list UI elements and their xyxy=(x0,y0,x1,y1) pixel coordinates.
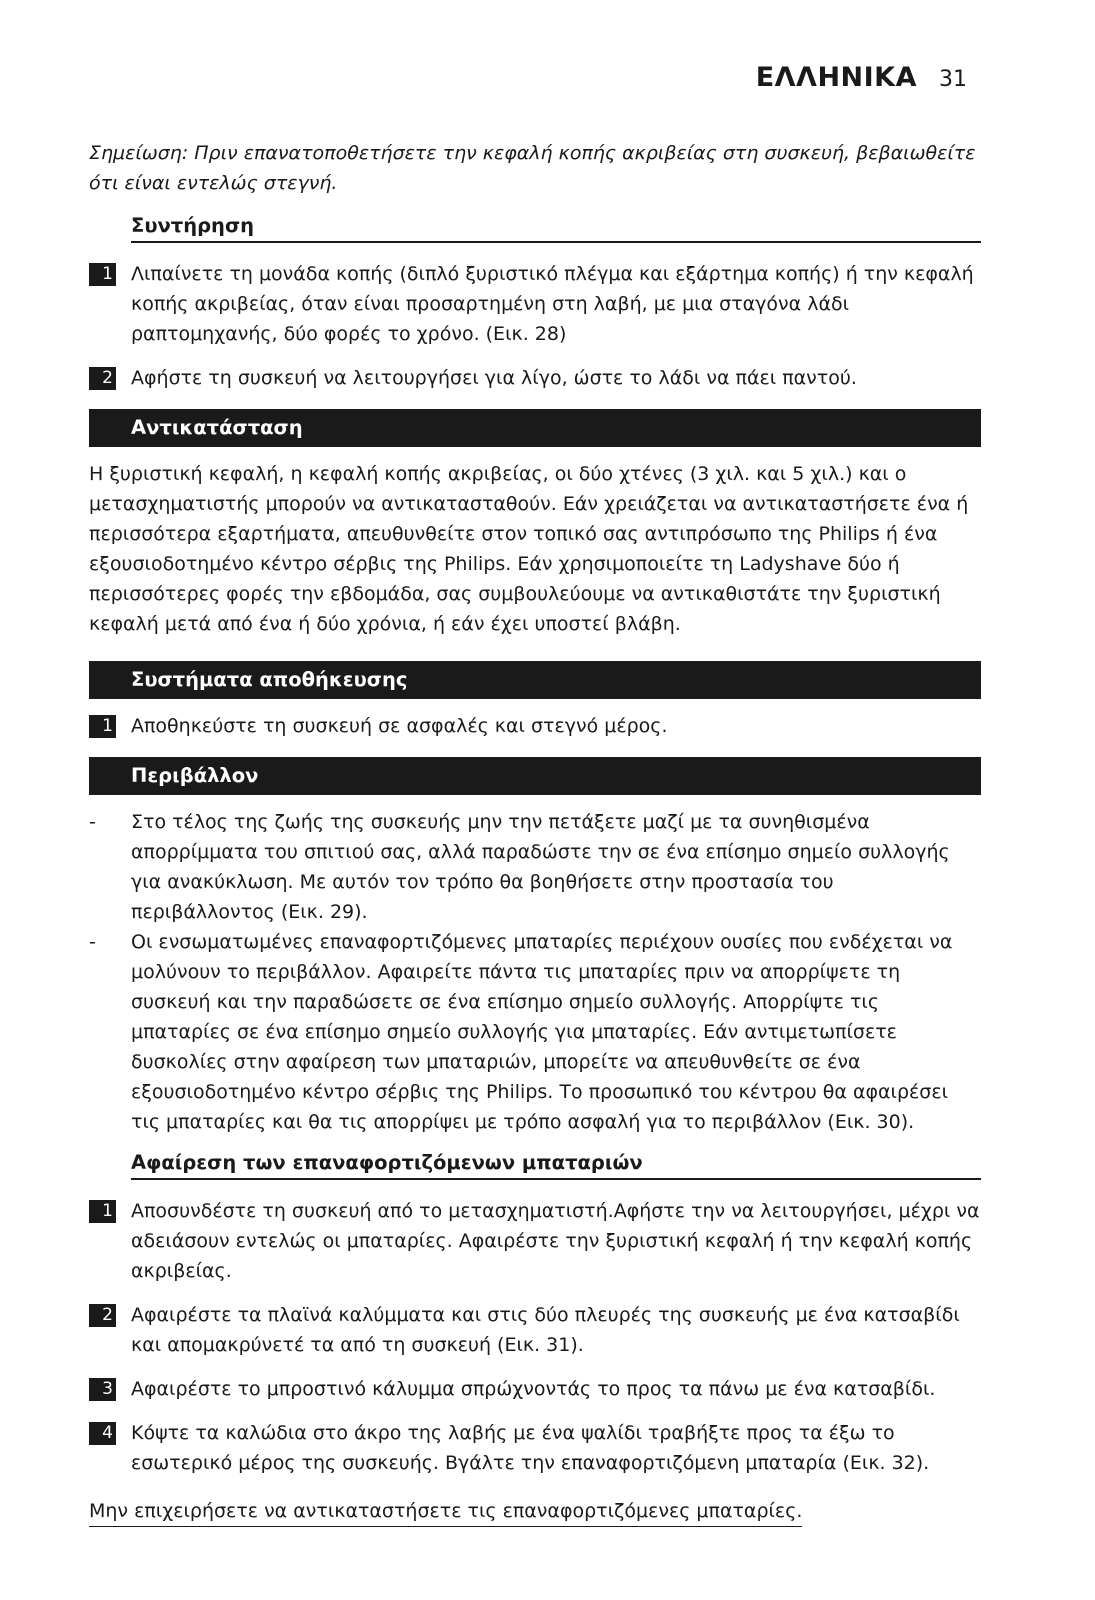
step-text: Αφαιρέστε το μπροστινό κάλυμμα σπρώχνοντάς το προς τα πάνω με ένα κατσαβίδι. xyxy=(131,1378,936,1400)
step-number: 1 xyxy=(89,715,116,738)
maintenance-step xyxy=(89,259,981,349)
page-content xyxy=(89,138,981,1527)
step-text: Αφήστε τη συσκευή να λειτουργήσει για λίγο, ώστε το λάδι να πάει παντού. xyxy=(131,367,857,389)
section-bar-replacement: Αντικατάσταση xyxy=(89,409,981,447)
battery-warning: Μην επιχειρήσετε να αντικαταστήσετε τις επαναφορτιζόμενες μπαταρίες. xyxy=(89,1496,802,1527)
storage-step xyxy=(89,711,981,741)
section-heading-maintenance: Συντήρηση xyxy=(131,214,981,243)
step-text: Κόψτε τα καλώδια στο άκρο της λαβής με ένα ψαλίδι τραβήξτε προς τα έξω το εσωτερικό μέρος της συσκευής. Βγάλτε την επαναφορτιζόμενη μπαταρία (Εικ. 32). xyxy=(131,1422,930,1474)
step-number: 1 xyxy=(89,1200,116,1223)
battery-step xyxy=(89,1196,981,1286)
battery-step xyxy=(89,1418,981,1478)
battery-step xyxy=(89,1374,981,1404)
environment-list-item xyxy=(89,807,981,927)
list-item-text: Οι ενσωματωμένες επαναφορτιζόμενες μπαταρίες περιέχουν ουσίες που ενδέχεται να μολύνουν το περιβάλλον. Αφαιρείτε πάντα τις μπαταρίες πριν να απορρίψετε τη συσκευή και την παραδώσετε σε ένα επίσημο σημείο συλλογής. Απορρίψτε τις μπαταρίες σε ένα επίσημο σημείο συλλογής για μπαταρίες. Εάν αντιμετωπίσετε δυσκολίες στην αφαίρεση των μπαταριών, μπορείτε να απευθυνθείτε σε ένα εξουσιοδοτημένο κέντρο σέρβις της Philips. Το προσωπικό του κέντρου θα αφαιρέσει τις μπαταρίες και θα τις απορρίψει με τρόπο ασφαλή για το περιβάλλον (Εικ. 30). xyxy=(131,931,953,1133)
section-heading-battery-removal: Αφαίρεση των επαναφορτιζόμενων μπαταριών xyxy=(131,1151,981,1180)
page-header xyxy=(756,62,967,93)
step-text: Λιπαίνετε τη μονάδα κοπής (διπλό ξυριστικό πλέγμα και εξάρτημα κοπής) ή την κεφαλή κοπής ακριβείας, όταν είναι προσαρτημένη στη λαβή, με μια σταγόνα λάδι ραπτομηχανής, δύο φορές το χρόνο. (Εικ. 28) xyxy=(131,263,974,345)
step-number: 2 xyxy=(89,367,116,390)
step-text: Αποσυνδέστε τη συσκευή από το μετασχηματιστή.Αφήστε την να λειτουργήσει, μέχρι να αδειάσουν εντελώς οι μπαταρίες. Αφαιρέστε την ξυριστική κεφαλή ή την κεφαλή κοπής ακριβείας. xyxy=(131,1200,980,1282)
step-text: Αποθηκεύστε τη συσκευή σε ασφαλές και στεγνό μέρος. xyxy=(131,715,668,737)
environment-list-item xyxy=(89,927,981,1137)
section-bar-storage: Συστήματα αποθήκευσης xyxy=(89,661,981,699)
dash-marker: - xyxy=(89,931,96,953)
step-text: Αφαιρέστε τα πλαϊνά καλύμματα και στις δύο πλευρές της συσκευής με ένα κατσαβίδι και απομακρύνετέ τα από τη συσκευή (Εικ. 31). xyxy=(131,1304,960,1356)
dash-marker: - xyxy=(89,811,96,833)
step-number: 4 xyxy=(89,1422,116,1445)
drying-note: Σημείωση: Πριν επανατοποθετήσετε την κεφαλή κοπής ακριβείας στη συσκευή, βεβαιωθείτε ότι είναι εντελώς στεγνή. xyxy=(89,142,976,194)
replacement-paragraph: Η ξυριστική κεφαλή, η κεφαλή κοπής ακριβείας, οι δύο χτένες (3 χιλ. και 5 χιλ.) και ο μετασχηματιστής μπορούν να αντικατασταθούν. Εάν χρειάζεται να αντικαταστήσετε ένα ή περισσότερα εξαρτήματα, απευθυνθείτε στον τοπικό σας αντιπρόσωπο της Philips ή ένα εξουσιοδοτημένο κέντρο σέρβις της Philips. Εάν χρησιμοποιείτε τη Ladyshave δύο ή περισσότερες φορές την εβδομάδα, σας συμβουλεύουμε να αντικαθιστάτε την ξυριστική κεφαλή μετά από ένα ή δύο χρόνια, ή εάν έχει υποστεί βλάβη. xyxy=(89,463,969,635)
step-number: 1 xyxy=(89,263,116,286)
language-title: ΕΛΛΗΝΙΚΑ xyxy=(755,62,917,93)
step-number: 3 xyxy=(89,1378,116,1401)
battery-step xyxy=(89,1300,981,1360)
maintenance-step xyxy=(89,363,981,393)
list-item-text: Στο τέλος της ζωής της συσκευής μην την πετάξετε μαζί με τα συνηθισμένα απορρίμματα του σπιτιού σας, αλλά παραδώστε την σε ένα επίσημο σημείο συλλογής για ανακύκλωση. Με αυτόν τον τρόπο θα βοηθήσετε στην προστασία του περιβάλλοντος (Εικ. 29). xyxy=(131,811,950,923)
step-number: 2 xyxy=(89,1304,116,1327)
section-bar-environment: Περιβάλλον xyxy=(89,757,981,795)
page-number: 31 xyxy=(939,67,967,92)
